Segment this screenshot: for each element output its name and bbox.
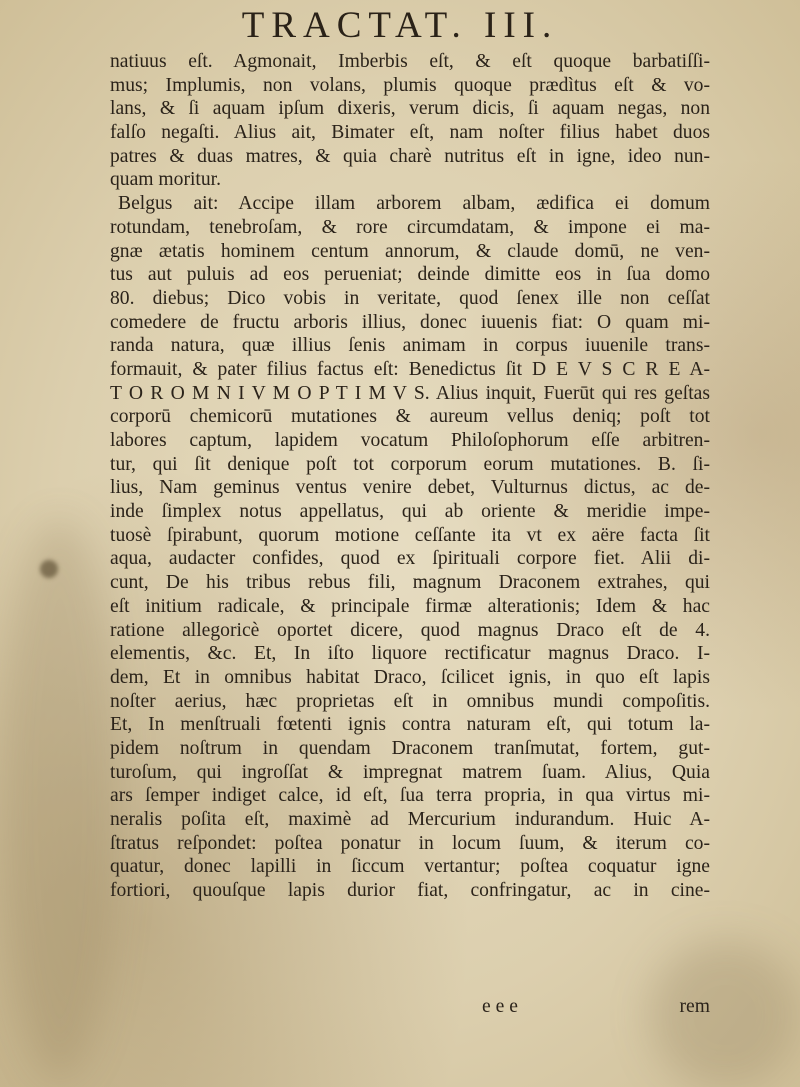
text-line: noſter aerius, hæc proprietas eſt in omnibus mundi compoſitis. <box>110 690 710 712</box>
text-line: gnæ ætatis hominem centum annorum, & claude domū, ne ven- <box>110 240 710 262</box>
text-line: ratione allegoricè oportet dicere, quod magnus Draco eſt de 4. <box>110 619 710 641</box>
text-line: patres & duas matres, & quia charè nutritus eſt in igne, ideo nun- <box>110 145 710 167</box>
text-line: rotundam, tenebroſam, & rore circumdatam, & impone ei ma- <box>110 216 710 238</box>
text-line: Belgus ait: Accipe illam arborem albam, ædifica ei domum <box>118 193 710 215</box>
text-line: neralis poſita eſt, maximè ad Mercurium indurandum. Huic A- <box>110 809 710 830</box>
text-line: lius, Nam geminus ventus venire debet, Vulturnus dictus, ac de- <box>110 477 710 499</box>
catchword: rem <box>679 996 710 1017</box>
signature-mark: e e e <box>482 996 518 1017</box>
running-head: TRACTAT. III. <box>241 5 559 46</box>
text-line: inde ſimplex notus appellatus, qui ab oriente & meridie impe- <box>110 501 710 523</box>
text-line: falſo negaſti. Alius ait, Bimater eſt, nam noſter filius habet duos <box>110 122 710 144</box>
text-line: formauit, & pater filius factus eſt: Benedictus ſit D E V S C R E A- <box>110 358 710 380</box>
text-line: randa natura, quæ illius ſenis animam in corpus iuuenile trans- <box>110 335 710 357</box>
text-line: 80. diebus; Dico vobis in veritate, quod ſenex ille non ceſſat <box>110 287 710 309</box>
text-line: tuosè ſpirabunt, quorum motione ceſſante ita vt ex aëre facta ſit <box>110 524 710 546</box>
page-footer <box>110 996 710 1020</box>
text-line: ſtratus reſpondet: poſtea ponatur in locum ſuum, & iterum co- <box>110 832 710 854</box>
text-line: natiuus eſt. Agmonait, Imberbis eſt, & eſt quoque barbatiſſi- <box>110 51 710 72</box>
text-line: quatur, donec lapilli in ſiccum vertantur; poſtea coquatur igne <box>110 856 710 878</box>
text-line: quam moritur. <box>110 169 222 191</box>
ink-blot <box>40 560 58 578</box>
text-line: dem, Et in omnibus habitat Draco, ſcilicet ignis, in quo eſt lapis <box>110 666 710 688</box>
body-text <box>110 50 710 903</box>
text-line: turoſum, qui ingroſſat & impregnat matrem ſuam. Alius, Quia <box>110 761 710 783</box>
page-stain <box>0 520 120 1080</box>
text-line: comedere de fructu arboris illius, donec iuuenis fiat: O quam mi- <box>110 311 710 333</box>
text-line: aqua, audacter confides, quod ex ſpirituali corpore fiet. Alii di- <box>110 548 710 570</box>
text-line: T O R O M N I V M O P T I M V S. Alius inquit, Fuerūt qui res geſtas <box>110 382 710 404</box>
text-line: elementis, &c. Et, In iſto liquore rectificatur magnus Draco. I- <box>110 643 710 665</box>
text-line: eſt initium radicale, & principale firmæ alterationis; Idem & hac <box>110 595 710 617</box>
text-line: lans, & ſi aquam ipſum dixeris, verum dicis, ſi aquam negas, non <box>110 98 710 120</box>
text-line: mus; Implumis, non volans, plumis quoque prædìtus eſt & vo- <box>110 74 710 96</box>
text-line: corporū chemicorū mutationes & aureum vellus deniq; poſt tot <box>110 406 710 428</box>
text-line: tus aut puluis ad eos perueniat; deinde dimitte eos in ſua domo <box>110 264 710 286</box>
text-line: fortiori, quouſque lapis durior fiat, confringatur, ac in cine- <box>110 880 710 902</box>
text-line: tur, qui ſit denique poſt tot corporum eorum mutationes. B. ſi- <box>110 453 710 475</box>
text-line: ars ſemper indiget calce, id eſt, ſua terra propria, in qua virtus mi- <box>110 785 710 807</box>
text-line: pidem noſtrum in quendam Draconem tranſmutat, fortem, gut- <box>110 737 710 759</box>
text-line: Et, In menſtruali fœtenti ignis contra naturam eſt, qui totum la- <box>110 714 710 736</box>
text-line: labores captum, lapidem vocatum Philoſophorum eſſe arbitren- <box>110 430 710 451</box>
text-line: cunt, De his tribus rebus fili, magnum Draconem extrahes, qui <box>110 572 710 594</box>
